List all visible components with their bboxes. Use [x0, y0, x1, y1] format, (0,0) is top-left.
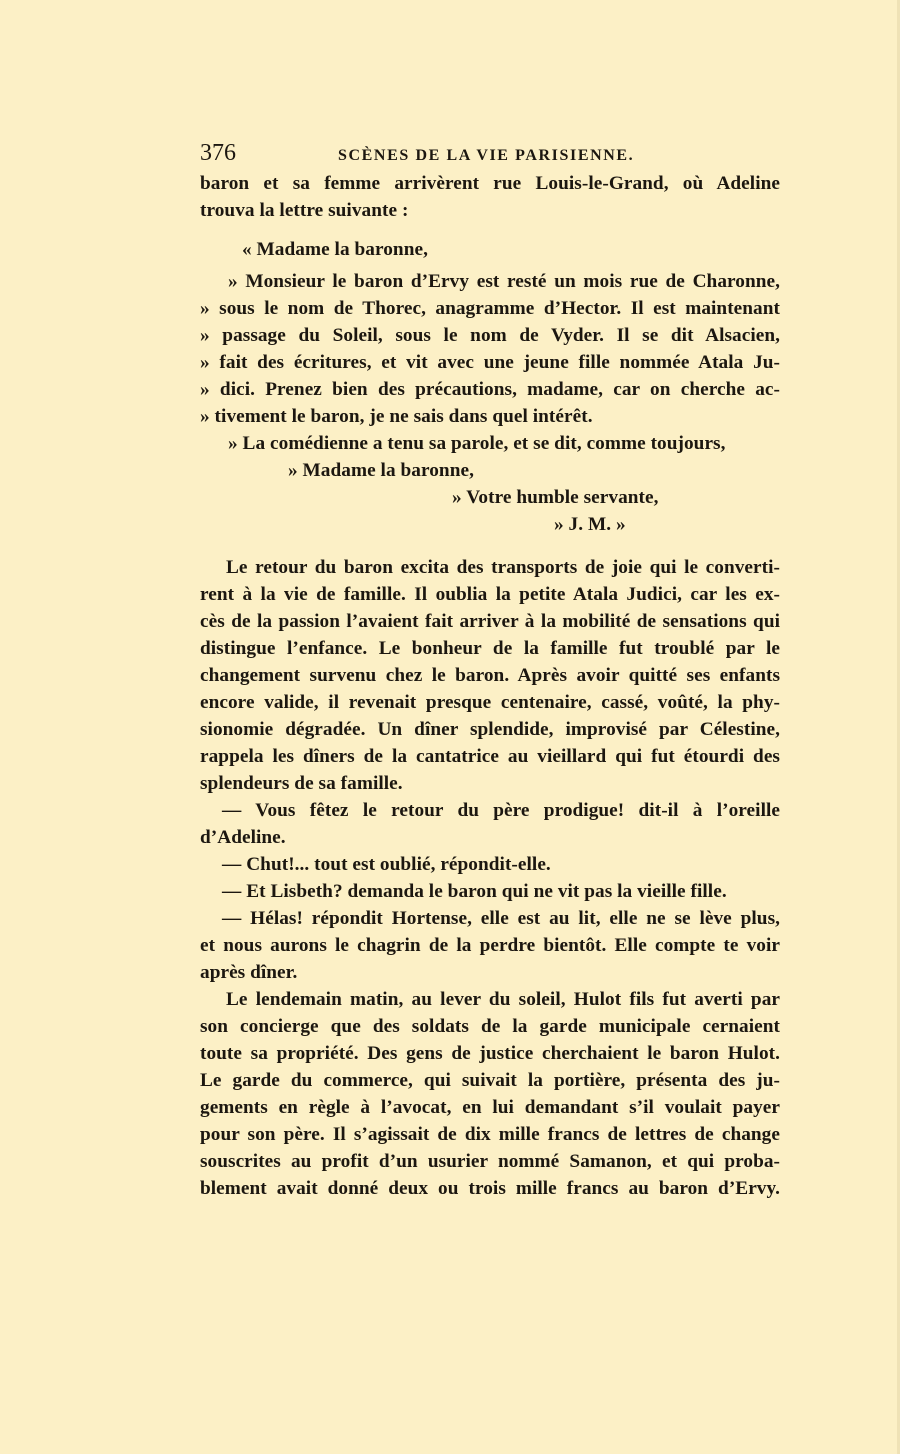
letter-line: » passage du Soleil, sous le nom de Vyder. Il se dit Alsacien,	[200, 325, 780, 346]
letter-line: » tivement le baron, je ne sais dans quel intérêt.	[200, 406, 593, 427]
dialogue-line: d’Adeline.	[200, 827, 286, 848]
letter-signature: » J. M. »	[554, 514, 626, 535]
text-line: baron et sa femme arrivèrent rue Louis-le-Grand, où Adeline	[200, 173, 780, 194]
letter-greeting: « Madame la baronne,	[242, 239, 428, 260]
paragraph-line: blement avait donné deux ou trois mille francs au baron d’Ervy.	[200, 1178, 780, 1199]
paragraph-line: pour son père. Il s’agissait de dix mille francs de lettres de change	[200, 1124, 780, 1145]
letter-line: » Monsieur le baron d’Ervy est resté un mois rue de Charonne,	[228, 271, 780, 292]
text-block	[200, 140, 780, 1202]
paragraph-line: son concierge que des soldats de la garde municipale cernaient	[200, 1016, 780, 1037]
letter-line: » dici. Prenez bien des précautions, madame, car on cherche ac-	[200, 379, 780, 400]
dialogue-line: après dîner.	[200, 962, 298, 983]
paragraph-line: changement survenu chez le baron. Après avoir quitté ses enfants	[200, 665, 780, 686]
dialogue-line: — Hélas! répondit Hortense, elle est au lit, elle ne se lève plus,	[222, 908, 780, 929]
text-line: trouva la lettre suivante :	[200, 200, 409, 221]
paragraph-line: cès de la passion l’avaient fait arriver à la mobilité de sensations qui	[200, 611, 780, 632]
letter-closing: » Votre humble servante,	[452, 487, 659, 508]
paragraph-line: encore valide, il revenait presque centenaire, cassé, voûté, la phy-	[200, 692, 780, 713]
letter-line: » La comédienne a tenu sa parole, et se dit, comme toujours,	[228, 433, 726, 454]
page-number: 376	[200, 140, 236, 166]
paragraph-line: distingue l’enfance. Le bonheur de la famille fut troublé par le	[200, 638, 780, 659]
letter-line: » fait des écritures, et vit avec une jeune fille nommée Atala Ju-	[200, 352, 780, 373]
paragraph-line: Le retour du baron excita des transports de joie qui le converti-	[226, 557, 780, 578]
dialogue-line: — Et Lisbeth? demanda le baron qui ne vit pas la vieille fille.	[222, 881, 727, 902]
running-title: SCÈNES DE LA VIE PARISIENNE.	[338, 147, 635, 164]
paragraph-line: rent à la vie de famille. Il oublia la petite Atala Judici, car les ex-	[200, 584, 780, 605]
paragraph-line: gements en règle à l’avocat, en lui demandant s’il voulait payer	[200, 1097, 780, 1118]
letter-closing: » Madame la baronne,	[288, 460, 474, 481]
running-head	[200, 140, 780, 170]
dialogue-line: et nous aurons le chagrin de la perdre bientôt. Elle compte te voir	[200, 935, 780, 956]
paragraph-line: Le garde du commerce, qui suivait la portière, présenta des ju-	[200, 1070, 780, 1091]
paragraph-line: Le lendemain matin, au lever du soleil, Hulot fils fut averti par	[226, 989, 780, 1010]
dialogue-line: — Vous fêtez le retour du père prodigue! dit-il à l’oreille	[222, 800, 780, 821]
paragraph-line: splendeurs de sa famille.	[200, 773, 403, 794]
dialogue-line: — Chut!... tout est oublié, répondit-elle.	[222, 854, 551, 875]
letter-line: » sous le nom de Thorec, anagramme d’Hector. Il est maintenant	[200, 298, 780, 319]
paragraph-line: toute sa propriété. Des gens de justice cherchaient le baron Hulot.	[200, 1043, 780, 1064]
paragraph-line: rappela les dîners de la cantatrice au vieillard qui fut étourdi des	[200, 746, 780, 767]
paragraph-line: sionomie dégradée. Un dîner splendide, improvisé par Célestine,	[200, 719, 780, 740]
paragraph-line: souscrites au profit d’un usurier nommé Samanon, et qui proba-	[200, 1151, 780, 1172]
